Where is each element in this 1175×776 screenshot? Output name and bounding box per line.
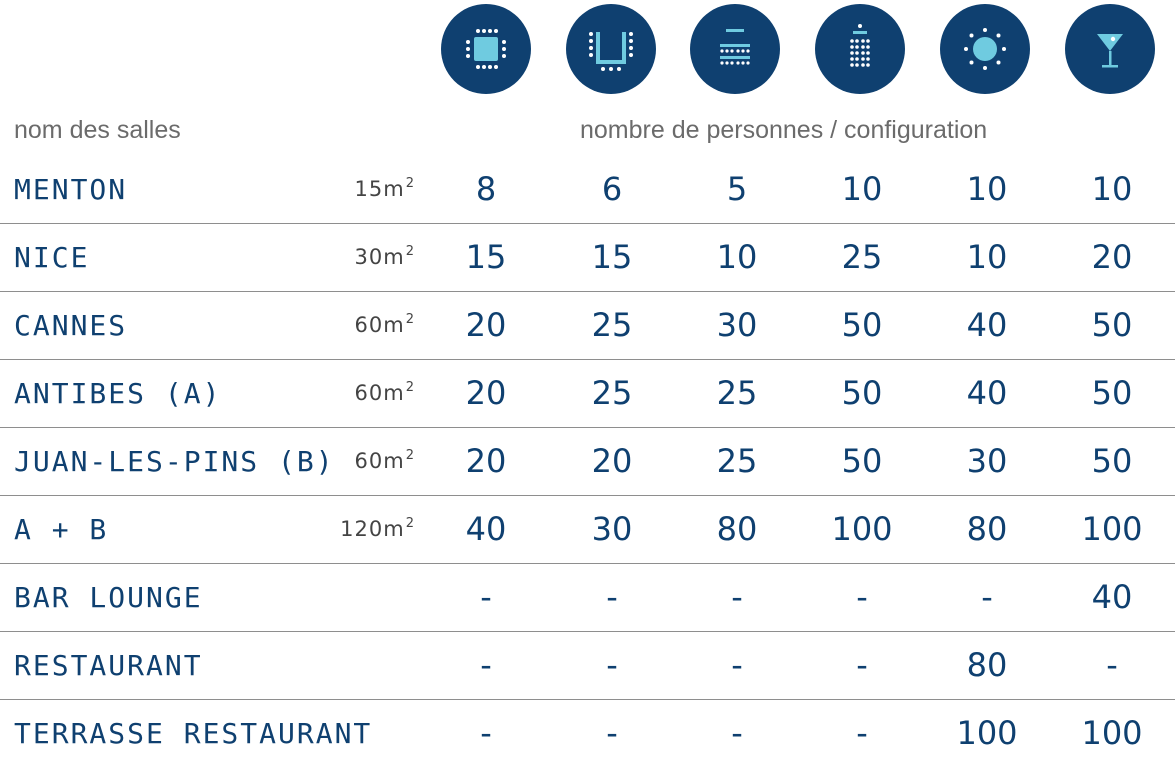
capacity-value: 25 [716, 374, 758, 412]
capacity-value: 5 [726, 170, 748, 208]
capacity-value: 10 [716, 238, 758, 276]
capacity-value: 100 [1081, 510, 1143, 548]
theatre-icon [815, 4, 905, 94]
capacity-value: - [480, 578, 492, 616]
capacity-value: 100 [956, 714, 1018, 752]
rooms-capacity-table [0, 156, 1175, 768]
capacity-value: 10 [841, 170, 883, 208]
room-area [414, 652, 415, 677]
table-row [0, 224, 1175, 292]
classroom-icon [690, 4, 780, 94]
capacity-value: - [480, 714, 492, 752]
table-row [0, 156, 1175, 224]
capacity-value: 25 [591, 374, 633, 412]
room-area: $120m^2$ [340, 516, 415, 541]
capacity-value: 30 [966, 442, 1008, 480]
capacity-value: 25 [716, 442, 758, 480]
table-row [0, 564, 1175, 632]
capacity-value: 40 [966, 306, 1008, 344]
capacity-value: - [856, 646, 868, 684]
room-name: NICE [14, 241, 90, 274]
room-area: $60m^2$ [354, 312, 415, 337]
room-area: $60m^2$ [354, 380, 415, 405]
room-area [414, 584, 415, 609]
capacity-value: 25 [841, 238, 883, 276]
capacity-value: - [731, 646, 743, 684]
capacity-value: 50 [841, 442, 883, 480]
capacity-value: - [856, 714, 868, 752]
capacity-value: 40 [465, 510, 507, 548]
capacity-value: 30 [591, 510, 633, 548]
room-name: A + B [14, 513, 109, 546]
u-shape-icon [566, 4, 656, 94]
capacity-value: - [606, 714, 618, 752]
capacity-value: 20 [465, 442, 507, 480]
room-name: RESTAURANT [14, 649, 203, 682]
capacity-value: - [731, 714, 743, 752]
configuration-icons [0, 4, 1175, 94]
capacity-value: 40 [1091, 578, 1133, 616]
capacity-value: 10 [1091, 170, 1133, 208]
room-area: $60m^2$ [354, 448, 415, 473]
room-name: MENTON [14, 173, 128, 206]
room-name: JUAN-LES-PINS (B) [14, 445, 335, 478]
capacity-value: 20 [591, 442, 633, 480]
capacity-value: 10 [966, 170, 1008, 208]
room-area: $15m^2$ [354, 176, 415, 201]
room-area [414, 720, 415, 745]
room-name: BAR LOUNGE [14, 581, 203, 614]
capacity-column-label: nombre de personnes / configuration [580, 116, 988, 144]
room-name: CANNES [14, 309, 128, 342]
cocktail-icon [1065, 4, 1155, 94]
table-row [0, 292, 1175, 360]
capacity-value: 80 [966, 646, 1008, 684]
boardroom-icon [441, 4, 531, 94]
capacity-value: 80 [966, 510, 1008, 548]
capacity-value: - [1106, 646, 1118, 684]
capacity-value: 80 [716, 510, 758, 548]
capacity-value: 20 [1091, 238, 1133, 276]
capacity-value: 50 [1091, 442, 1133, 480]
capacity-value: 100 [831, 510, 893, 548]
capacity-value: 8 [475, 170, 497, 208]
capacity-value: 50 [1091, 306, 1133, 344]
room-area: $30m^2$ [354, 244, 415, 269]
table-row [0, 632, 1175, 700]
capacity-value: 40 [966, 374, 1008, 412]
banquet-icon [940, 4, 1030, 94]
table-row [0, 700, 1175, 768]
capacity-value: - [731, 578, 743, 616]
rooms-column-label: nom des salles [14, 116, 181, 144]
capacity-value: - [606, 646, 618, 684]
capacity-value: - [480, 646, 492, 684]
capacity-value: 6 [601, 170, 623, 208]
table-row [0, 496, 1175, 564]
room-name: ANTIBES (A) [14, 377, 222, 410]
table-header [0, 116, 1175, 152]
table-row [0, 360, 1175, 428]
capacity-value: 10 [966, 238, 1008, 276]
table-row [0, 428, 1175, 496]
capacity-value: - [606, 578, 618, 616]
capacity-value: 30 [716, 306, 758, 344]
capacity-value: 20 [465, 374, 507, 412]
capacity-value: 15 [465, 238, 507, 276]
capacity-value: 50 [841, 374, 883, 412]
capacity-value: 50 [1091, 374, 1133, 412]
capacity-value: - [981, 578, 993, 616]
capacity-value: - [856, 578, 868, 616]
capacity-value: 50 [841, 306, 883, 344]
room-name: TERRASSE RESTAURANT [14, 717, 373, 750]
capacity-value: 25 [591, 306, 633, 344]
capacity-value: 100 [1081, 714, 1143, 752]
capacity-value: 15 [591, 238, 633, 276]
capacity-value: 20 [465, 306, 507, 344]
